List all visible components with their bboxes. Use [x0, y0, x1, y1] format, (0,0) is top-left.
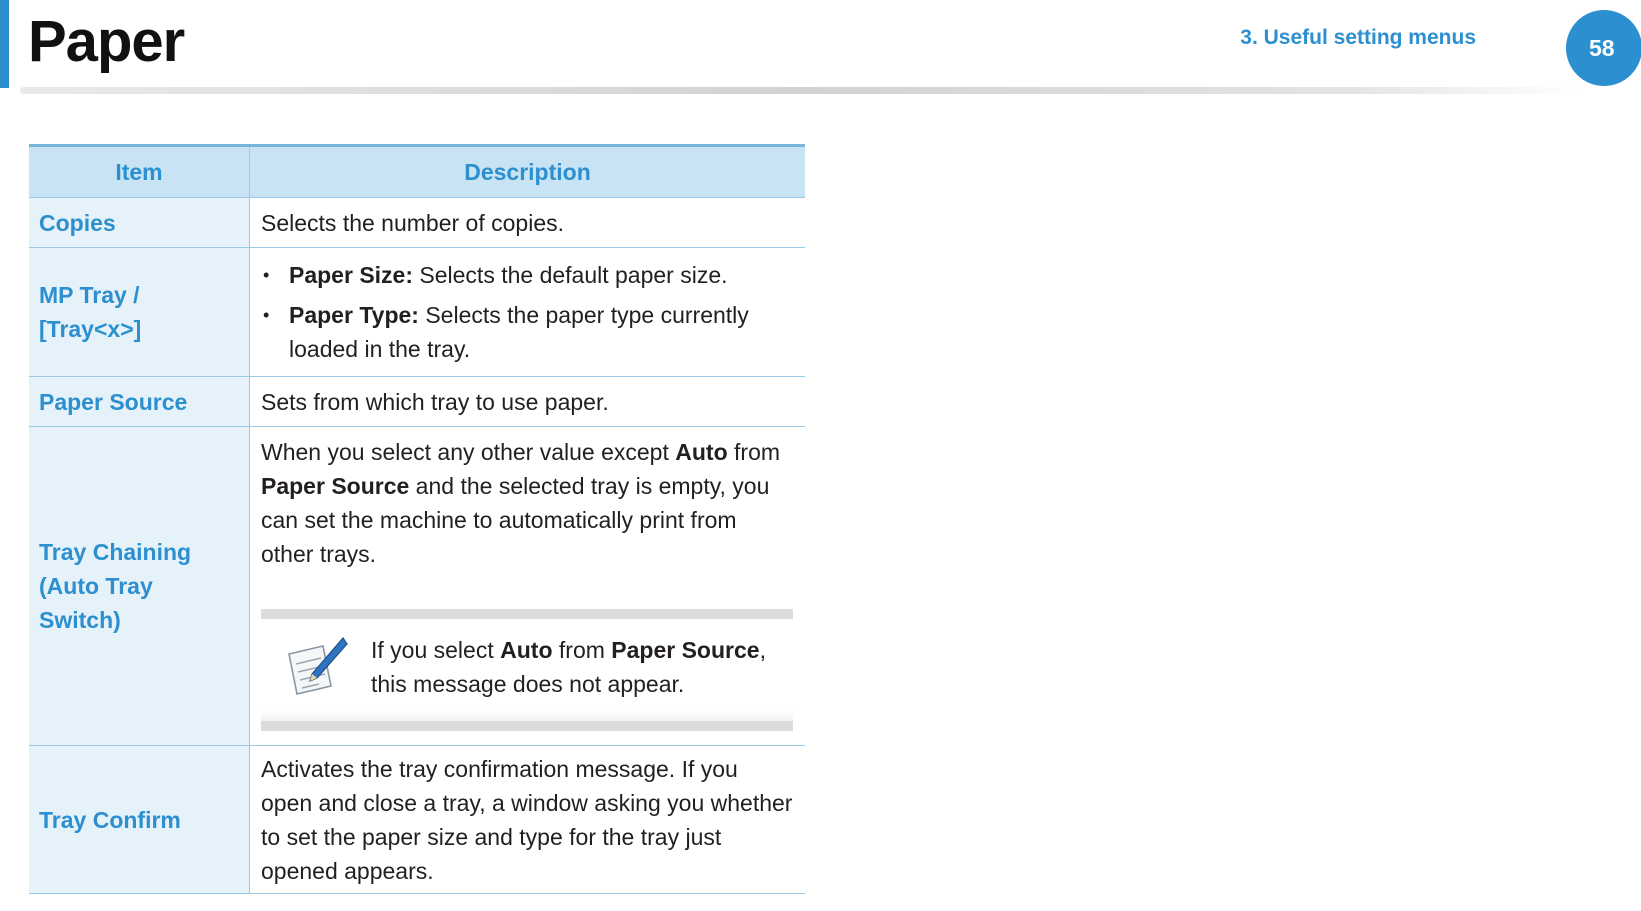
table-row-mp-tray — [29, 248, 805, 377]
table-row-copies — [29, 198, 805, 248]
tray-chaining-text — [261, 435, 793, 571]
note-text-part2: from — [552, 637, 612, 663]
tray-chaining-text-part2: from — [727, 439, 781, 465]
note-bold-paper-source: Paper Source — [611, 637, 760, 663]
page-number-badge: 58 — [1566, 10, 1641, 86]
note-bold-auto: Auto — [500, 637, 553, 663]
tray-chaining-text-part3: and the selected tray is empty, you can set the machine to automatically print from other trays. — [261, 473, 770, 567]
table-row-paper-source — [29, 377, 805, 427]
description-copies: Selects the number of copies. — [250, 198, 806, 248]
description-tray-confirm: Activates the tray confirmation message. If you open and close a tray, a window asking you whether to set the paper size and type for the tray just opened appears. — [250, 746, 806, 894]
item-mp-tray-line2: [Tray<x>] — [39, 316, 142, 342]
note-icon-wrap — [261, 636, 371, 698]
table-header-row — [29, 146, 805, 198]
table-row-tray-chaining — [29, 427, 805, 746]
text-paper-size: Selects the default paper size. — [413, 262, 728, 288]
bullet-paper-size — [261, 258, 793, 292]
tray-chaining-text-part1: When you select any other value except — [261, 439, 676, 465]
item-mp-tray — [29, 248, 250, 377]
settings-table — [29, 144, 805, 894]
header-divider — [20, 87, 1580, 94]
column-header-description: Description — [250, 146, 806, 198]
table-row-tray-confirm — [29, 746, 805, 894]
chapter-label[interactable]: 3. Useful setting menus — [1240, 26, 1476, 49]
term-paper-type: Paper Type: — [289, 302, 419, 328]
term-paper-size: Paper Size: — [289, 262, 413, 288]
item-tray-chaining — [29, 427, 250, 746]
note-text-part3: , this message does not appear. — [371, 637, 766, 697]
note-text-part1: If you select — [371, 637, 501, 663]
description-tray-chaining — [250, 427, 806, 746]
note-pencil-icon — [283, 636, 349, 698]
tray-chaining-bold-paper-source: Paper Source — [261, 473, 410, 499]
item-tray-chaining-line1: Tray Chaining — [39, 539, 192, 565]
item-paper-source: Paper Source — [29, 377, 250, 427]
bullet-paper-type — [261, 298, 793, 366]
mp-tray-bullet-list — [261, 258, 793, 366]
item-tray-chaining-line3: Switch) — [39, 607, 121, 633]
item-mp-tray-line1: MP Tray / — [39, 282, 140, 308]
note-box — [261, 609, 793, 731]
item-tray-chaining-line2: (Auto Tray — [39, 573, 153, 599]
left-accent-bar — [0, 0, 9, 88]
description-paper-source: Sets from which tray to use paper. — [250, 377, 806, 427]
column-header-item: Item — [29, 146, 250, 198]
item-tray-confirm: Tray Confirm — [29, 746, 250, 894]
note-text — [371, 633, 793, 701]
text-paper-type: Selects the paper type currently loaded in the tray. — [289, 302, 749, 362]
tray-chaining-bold-auto: Auto — [675, 439, 728, 465]
page-title: Paper — [28, 9, 185, 74]
description-mp-tray — [250, 248, 806, 377]
item-copies: Copies — [29, 198, 250, 248]
